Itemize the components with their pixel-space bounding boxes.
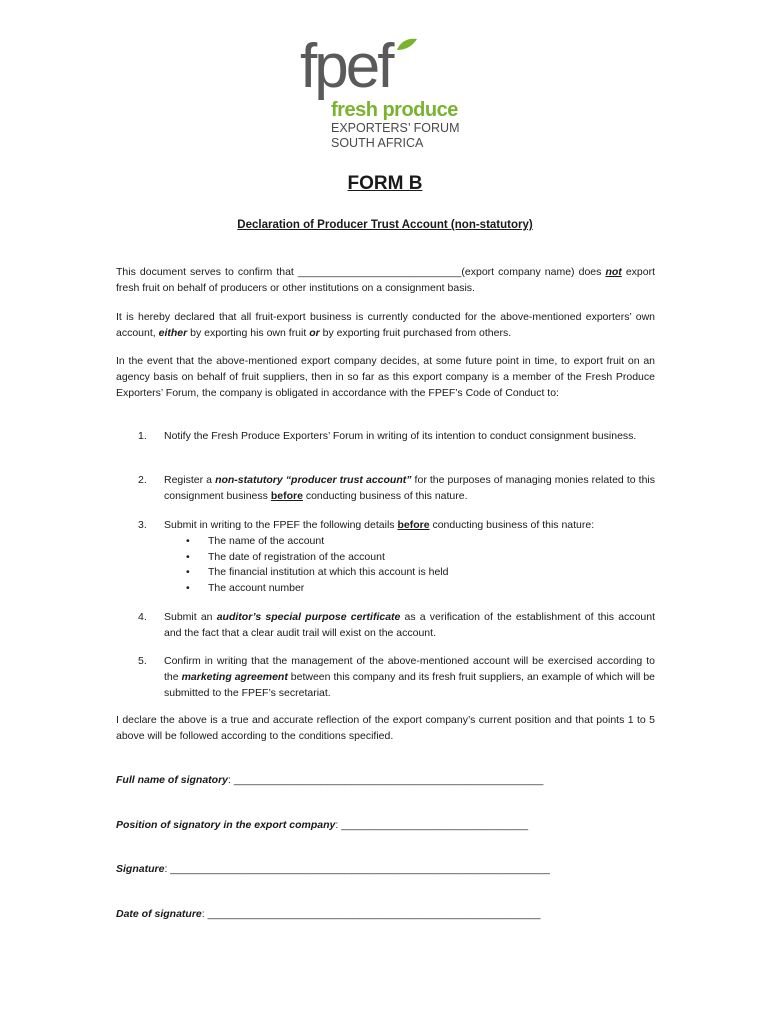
list-emphasis: auditor’s special purpose certificate xyxy=(216,611,401,623)
list-number: 1. xyxy=(138,430,147,442)
field-label: Date of signature xyxy=(116,908,202,920)
list-text-part: for the purposes of managing monies related to this consignment business xyxy=(164,474,655,502)
list-emphasis: marketing agreement xyxy=(181,671,288,683)
bullet-item xyxy=(186,580,586,596)
field-label: Position of signatory in the export company xyxy=(116,819,336,831)
list-text-part: Submit an xyxy=(164,611,217,623)
list-item-text xyxy=(164,653,655,701)
bullet-item xyxy=(186,549,586,565)
list-number: 3. xyxy=(138,519,147,531)
p2-text-c: by exporting fruit purchased from others. xyxy=(319,327,512,339)
bullet-icon: • xyxy=(186,566,190,578)
list-item-text xyxy=(164,472,655,504)
list-number: 2. xyxy=(138,474,147,486)
paragraph-declaration xyxy=(116,309,655,341)
list-number: 5. xyxy=(138,655,147,667)
full-name-field[interactable] xyxy=(116,773,543,787)
bullet-icon: • xyxy=(186,535,190,547)
logo-tagline-fresh-produce: fresh produce xyxy=(331,99,458,121)
list-item-text xyxy=(164,609,655,641)
p1-emphasis-not: not xyxy=(605,266,622,278)
list-text-part: conducting business of this nature: xyxy=(429,519,595,531)
p1-text-b: (export company name) does xyxy=(461,266,606,278)
p2-text-b: by exporting his own fruit xyxy=(187,327,310,339)
fpef-logo xyxy=(300,32,470,150)
p1-text-a: This document serves to confirm that xyxy=(116,266,298,278)
list-text-part: between this company and its fresh fruit suppliers, an example of which will be submitted to the FPEF’s secretariat. xyxy=(164,671,655,699)
p2-emphasis-either: either xyxy=(158,327,188,339)
field-label: Full name of signatory xyxy=(116,774,229,786)
field-label: Signature xyxy=(116,863,165,875)
list-emphasis-before: before xyxy=(397,519,430,531)
logo-tagline-south-africa: SOUTH AFRICA xyxy=(331,136,424,150)
details-bullet-list xyxy=(186,533,586,595)
logo-tagline-exporters-forum: EXPORTERS’ FORUM xyxy=(331,121,460,135)
paragraph-confirmation xyxy=(116,264,655,296)
paragraph-final-declaration: I declare the above is a true and accurate reflection of the export company’s current position and that points 1 to 5 above will be followed according to the conditions specified. xyxy=(116,714,655,742)
form-title: FORM B xyxy=(347,173,423,194)
bullet-item xyxy=(186,533,586,549)
signature-field[interactable] xyxy=(116,862,550,876)
list-emphasis: non-statutory “producer trust account” xyxy=(215,474,412,486)
bullet-icon: • xyxy=(186,550,190,563)
list-text-part: Confirm in writing that the management of the above-mentioned account will be exercised according to the xyxy=(164,655,655,683)
list-text-part: Register a xyxy=(164,474,216,486)
bullet-text: The financial institution at which this account is held xyxy=(208,566,449,578)
date-field[interactable] xyxy=(116,907,540,921)
list-number: 4. xyxy=(138,611,147,623)
field-blank-line[interactable]: : ________________________________ xyxy=(335,819,529,831)
leaf-icon xyxy=(396,38,418,52)
logo-wordmark: fpef xyxy=(300,32,392,101)
list-item-text xyxy=(164,517,655,533)
p1-text-c: export fresh fruit on behalf of producers or other institutions on a consignment basis. xyxy=(116,266,656,294)
bullet-text: The name of the account xyxy=(208,535,325,547)
bullet-item xyxy=(186,564,586,580)
list-item-text: Notify the Fresh Produce Exporters’ Forum in writing of its intention to conduct consignment business. xyxy=(164,430,637,442)
p2-text-a: It is hereby declared that all fruit-export business is currently conducted for the above-mentioned exporters’ own account, xyxy=(116,311,655,339)
bullet-icon: • xyxy=(186,581,190,594)
export-company-name-blank[interactable]: ____________________________ xyxy=(297,266,462,278)
form-subtitle: Declaration of Producer Trust Account (non-statutory) xyxy=(237,219,533,231)
list-emphasis-before: before xyxy=(270,490,303,502)
list-text-part: conducting business of this nature. xyxy=(302,490,468,502)
list-text-part: Submit in writing to the FPEF the following details xyxy=(164,519,398,531)
p2-emphasis-or: or xyxy=(309,327,320,339)
bullet-text: The account number xyxy=(208,581,305,594)
field-blank-line[interactable]: : _________________________________________________________ xyxy=(201,908,541,920)
paragraph-agency-obligation: In the event that the above-mentioned export company decides, at some future point in time, to export fruit on an agency basis on behalf of fruit suppliers, then in so far as this export company is a member of the Fresh Produce Exporters’ Forum, the company is obligated in accordance with the FPEF’s Code of Conduct to: xyxy=(116,355,655,399)
position-field[interactable] xyxy=(116,818,528,832)
list-text-part: as a verification of the establishment of this account and the fact that a clear audit trail will exist on the account. xyxy=(164,611,655,639)
field-blank-line[interactable]: : _____________________________________________________ xyxy=(228,774,544,786)
bullet-text: The date of registration of the account xyxy=(208,550,385,563)
field-blank-line[interactable]: : _________________________________________________________________ xyxy=(164,863,550,875)
